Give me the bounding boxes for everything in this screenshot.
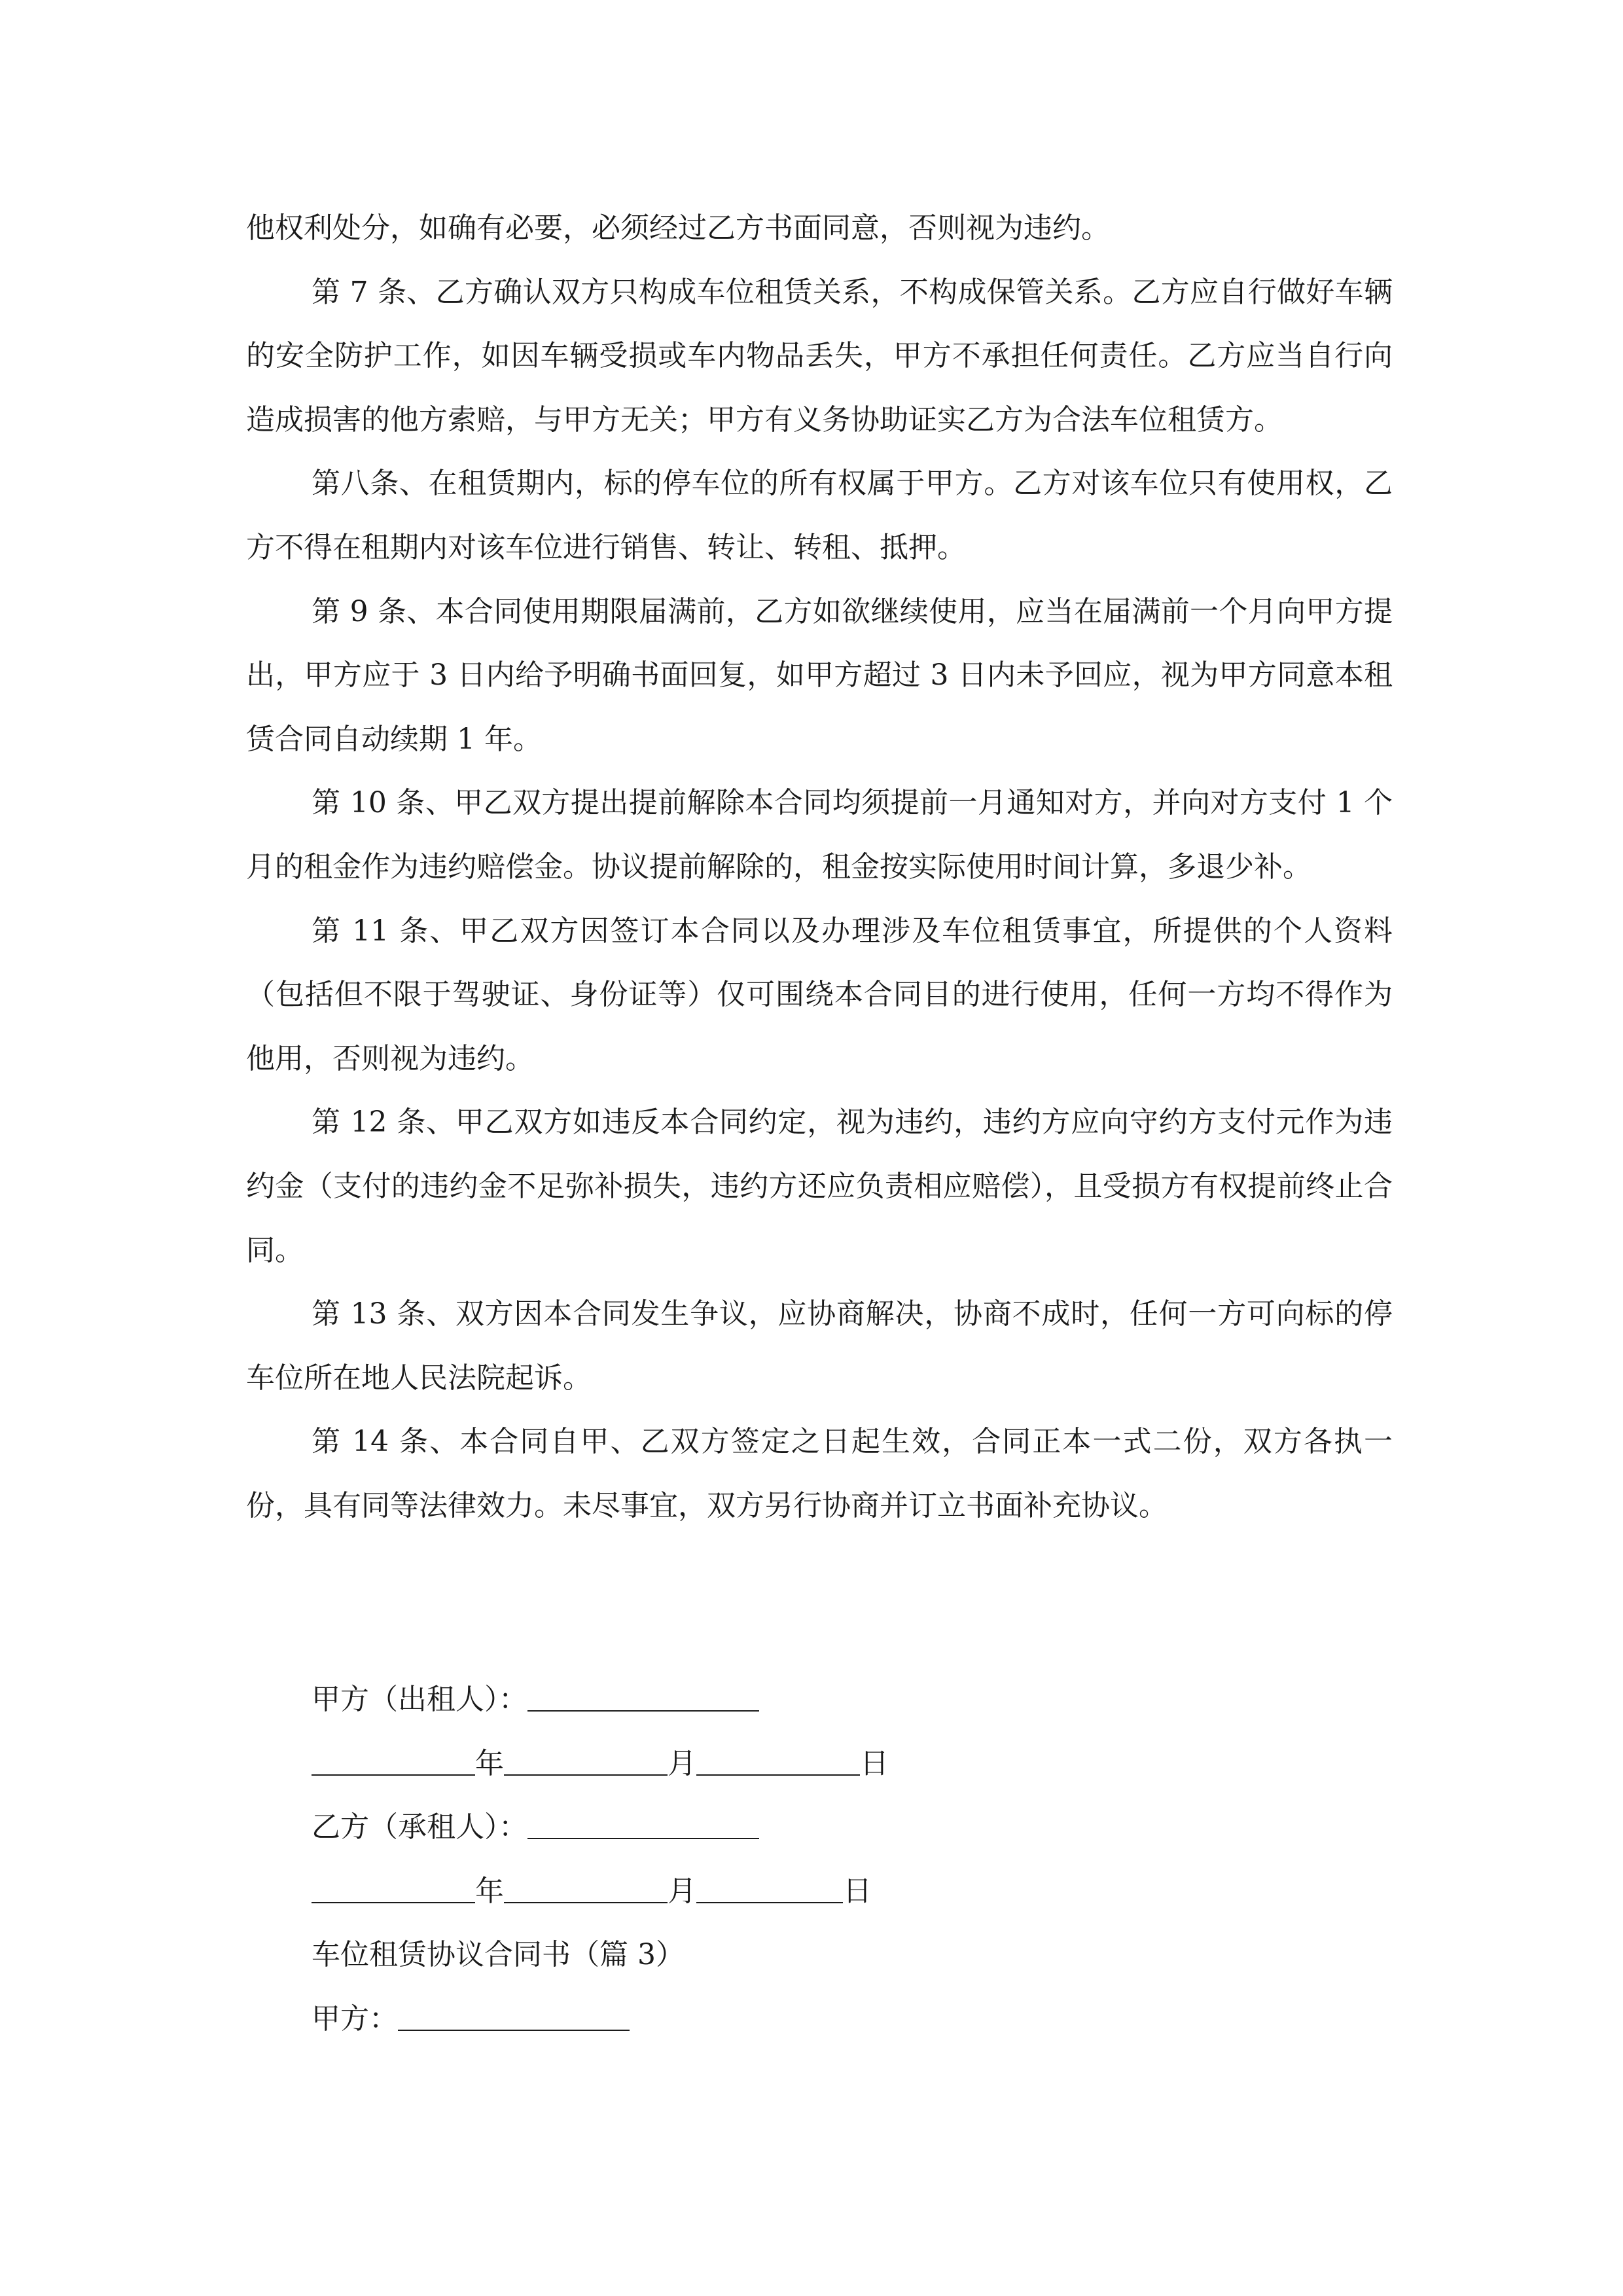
signature-block <box>312 1668 1393 2051</box>
party-a-date-line <box>312 1732 1393 1796</box>
paragraph-article-8: 第八条、在租赁期内，标的停车位的所有权属于甲方。乙方对该车位只有使用权，乙方不得在租期内对该车位进行销售、转让、转租、抵押。 <box>246 467 1393 564</box>
paragraph-article-9: 第 9 条、本合同使用期限届满前，乙方如欲继续使用，应当在届满前一个月向甲方提出，甲方应于 3 日内给予明确书面回复，如甲方超过 3 日内未予回应，视为甲方同意本租赁合同自动续期 1 年。 <box>246 594 1393 756</box>
paragraph-article-7: 第 7 条、乙方确认双方只构成车位租赁关系，不构成保管关系。乙方应自行做好车辆的安全防护工作，如因车辆受损或车内物品丢失，甲方不承担任何责任。乙方应当自行向造成损害的他方索赔，与甲方无关；甲方有义务协助证实乙方为合法车位租赁方。 <box>246 275 1393 437</box>
paragraph-article-11: 第 11 条、甲乙双方因签订本合同以及办理涉及车位租赁事宜，所提供的个人资料（包括但不限于驾驶证、身份证等）仅可围绕本合同目的进行使用，任何一方均不得作为他用，否则视为违约。 <box>246 914 1393 1075</box>
contract-body <box>246 196 1393 1537</box>
paragraph-article-13: 第 13 条、双方因本合同发生争议，应协商解决，协商不成时，任何一方可向标的停车位所在地人民法院起诉。 <box>246 1297 1393 1395</box>
party-a-label: 甲方（出租人）： <box>312 1683 527 1716</box>
month-label: 月 <box>668 1746 696 1780</box>
year-label: 年 <box>475 1874 504 1908</box>
party-a-blank <box>527 1676 759 1712</box>
year-blank <box>312 1740 475 1776</box>
month-label: 月 <box>668 1874 696 1908</box>
year-blank <box>312 1868 475 1903</box>
month-blank <box>504 1740 668 1776</box>
day-label: 日 <box>843 1874 872 1908</box>
paragraph-continuation: 他权利处分，如确有必要，必须经过乙方书面同意，否则视为违约。 <box>246 211 1110 245</box>
party-b-date-line <box>312 1859 1393 1924</box>
paragraph-article-12: 第 12 条、甲乙双方如违反本合同约定，视为违约，违约方应向守约方支付元作为违约金（支付的违约金不足弥补损失，违约方还应负责相应赔偿），且受损方有权提前终止合同。 <box>246 1105 1393 1267</box>
party-b-blank <box>527 1804 759 1839</box>
party-a-signature-line <box>312 1668 1393 1732</box>
day-label: 日 <box>860 1746 889 1780</box>
month-blank <box>504 1868 668 1903</box>
day-blank <box>696 1868 843 1903</box>
paragraph-article-10: 第 10 条、甲乙双方提出提前解除本合同均须提前一月通知对方，并向对方支付 1 个月的租金作为违约赔偿金。协议提前解除的，租金按实际使用时间计算，多退少补。 <box>246 786 1393 884</box>
next-party-a-blank <box>398 1996 630 2031</box>
next-contract-title: 车位租赁协议合同书（篇 3） <box>312 1938 685 1972</box>
next-party-a-label: 甲方： <box>312 2001 398 2036</box>
party-b-label: 乙方（承租人）： <box>312 1810 527 1844</box>
next-party-a-line <box>312 1987 1393 2051</box>
party-b-signature-line <box>312 1795 1393 1859</box>
day-blank <box>696 1740 860 1776</box>
year-label: 年 <box>475 1746 504 1780</box>
paragraph-article-14: 第 14 条、本合同自甲、乙双方签定之日起生效，合同正本一式二份，双方各执一份，具有同等法律效力。未尽事宜，双方另行协商并订立书面补充协议。 <box>246 1425 1393 1522</box>
